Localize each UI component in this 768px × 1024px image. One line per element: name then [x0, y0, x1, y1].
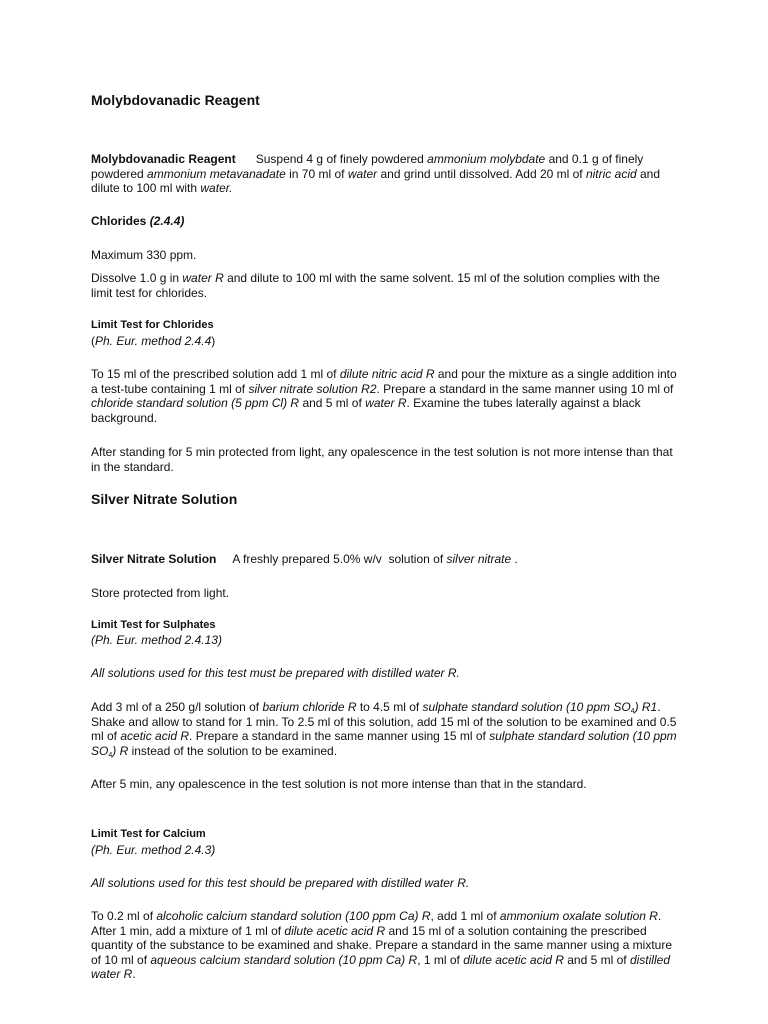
silver-nitrate-storage: Store protected from light. — [91, 586, 230, 600]
italic-run: water — [347, 166, 378, 181]
italic-run: alcoholic calcium standard solution (100 ppm Ca) R — [156, 909, 431, 923]
italic-run: acetic acid R — [120, 729, 190, 743]
calcium-note: All solutions used for this test should be prepared with distilled water R. — [91, 876, 470, 890]
italic-run: ammonium molybdate — [427, 152, 546, 166]
italic-run: silver nitrate solution R2 — [248, 381, 377, 396]
italic-run: ammonium metavanadate — [147, 166, 286, 181]
chlorides-result-paragraph: After standing for 5 min protected from light, any opalescence in the test solution is not more intense than that in the standard. — [91, 445, 673, 474]
italic-run: chloride standard solution (5 ppm Cl) R — [91, 396, 300, 410]
text-run: and 0.1 g of finely powdered — [91, 152, 644, 181]
subscript-run: 4 — [108, 751, 113, 759]
italic-run: silver nitrate — [446, 552, 512, 566]
text-run: To 15 ml of the prescribed solution add 1 ml of — [91, 367, 340, 381]
text-run: . Prepare a standard in the same manner using 10 ml of — [376, 381, 674, 396]
italic-run: water. — [200, 181, 233, 195]
italic-run: water R — [182, 271, 224, 285]
heading-ref: (2.4.4) — [149, 214, 185, 228]
sulphates-note: All solutions used for this test must be prepared with distilled water R. — [91, 666, 460, 680]
chlorides-heading — [91, 214, 681, 229]
subscript-run: 4 — [630, 708, 635, 715]
text-run: . Examine the tubes laterally against a black background. — [91, 396, 641, 425]
text-run: , add 1 ml of — [430, 909, 500, 923]
sulphates-result-paragraph: After 5 min, any opalescence in the test solution is not more intense than that in the standard. — [91, 777, 587, 791]
limit-test-calcium-heading: Limit Test for Calcium — [91, 828, 206, 840]
text-run: ) — [211, 334, 216, 348]
italic-run: barium chloride R — [262, 700, 357, 714]
calcium-procedure-paragraph — [91, 909, 681, 982]
limit-test-sulphates-heading: Limit Test for Sulphates — [91, 619, 216, 631]
section-title-molybdovanadic: Molybdovanadic Reagent — [91, 92, 260, 108]
text-run: . — [132, 967, 136, 981]
silver-nitrate-paragraph — [91, 552, 681, 567]
chlorides-dissolve-paragraph — [91, 271, 681, 300]
italic-run: nitric acid — [585, 166, 637, 181]
text-run: and 5 ml of — [563, 952, 630, 967]
heading-text: Chlorides — [91, 214, 150, 228]
text-run: . — [511, 552, 518, 566]
limit-test-chlorides-heading: Limit Test for Chlorides — [91, 319, 214, 331]
italic-run: distilled water R — [91, 952, 670, 981]
solution-name: Silver Nitrate Solution — [91, 552, 217, 566]
chlorides-maximum: Maximum 330 ppm. — [91, 248, 197, 262]
italic-run: sulphate standard solution (10 ppm SO — [422, 700, 631, 714]
text-run: . Shake and allow to stand for 1 min. To 2.5 ml of this solution, add 15 ml of the solution to be examined and 0.5 ml of — [91, 700, 677, 743]
italic-run: aqueous calcium standard solution (10 ppm Ca) R — [150, 952, 418, 967]
italic-run: ammonium oxalate solution R — [499, 909, 658, 923]
molybdovanadic-paragraph — [91, 152, 681, 196]
text-run: and 5 ml of — [299, 396, 366, 410]
text-run: To 0.2 ml of — [91, 909, 157, 923]
calcium-method-ref: (Ph. Eur. method 2.4.3) — [91, 843, 216, 857]
italic-run: Ph. Eur. method 2.4.4 — [95, 334, 212, 348]
text-run: , 1 ml of — [417, 952, 464, 967]
text-run: A freshly prepared 5.0% w/v solution of — [216, 552, 447, 566]
italic-run: water R — [365, 396, 407, 410]
reagent-name: Molybdovanadic Reagent — [91, 152, 236, 166]
text-run: . After 1 min, add a mixture of 1 ml of — [91, 909, 662, 938]
text-run: in 70 ml of — [285, 166, 348, 181]
sulphates-method-ref: (Ph. Eur. method 2.4.13) — [91, 633, 222, 647]
italic-run: ) R1 — [634, 700, 658, 714]
text-run: to 4.5 ml of — [356, 700, 423, 714]
text-run: and dilute to 100 ml with — [91, 166, 661, 195]
chlorides-procedure-paragraph — [91, 367, 681, 425]
text-run: and 15 ml of a solution containing the prescribed quantity of the substance to be examined and shake. Prepare a standard in the same manner using a mixture of 10 ml of — [91, 923, 673, 967]
italic-run: dilute acetic acid R — [463, 952, 564, 967]
chlorides-method-ref — [91, 334, 681, 349]
italic-run: dilute acetic acid R — [284, 923, 386, 938]
text-run: and pour the mixture as a single addition into a test-tube containing 1 ml of — [91, 367, 677, 396]
italic-run: sulphate standard solution (10 ppm SO — [91, 729, 677, 758]
italic-run: dilute nitric acid R — [339, 367, 435, 381]
text-run: . Prepare a standard in the same manner using 15 ml of — [189, 729, 490, 743]
text-run: Suspend 4 g of finely powdered — [255, 152, 428, 166]
section-title-silver-nitrate: Silver Nitrate Solution — [91, 491, 238, 507]
text-run: and grind until dissolved. Add 20 ml of — [377, 166, 586, 181]
italic-run: ) R — [112, 743, 129, 758]
sulphates-procedure-paragraph — [91, 700, 681, 758]
text-run: ( — [91, 334, 95, 348]
text-run: instead of the solution to be examined. — [128, 743, 338, 758]
text-run: and dilute to 100 ml with the same solvent. 15 ml of the solution complies with the limit test for chlorides. — [91, 271, 660, 300]
text-run: Dissolve 1.0 g in — [91, 271, 183, 285]
text-run: Add 3 ml of a 250 g/l solution of — [91, 700, 263, 714]
